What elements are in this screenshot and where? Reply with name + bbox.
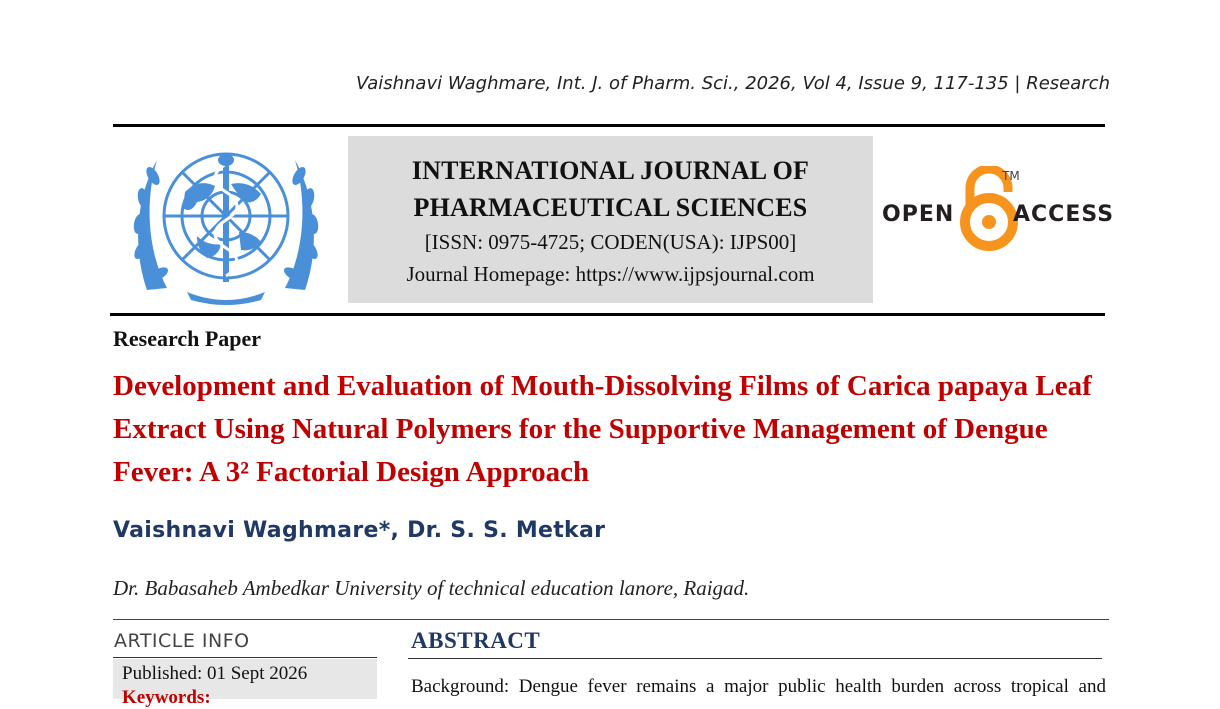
article-info-box	[113, 659, 377, 708]
abstract-rule	[408, 658, 1102, 659]
article-info-rule	[113, 657, 377, 658]
journal-title-line-2: PHARMACEUTICAL SCIENCES	[413, 193, 808, 222]
trademark-mark: TM	[1002, 169, 1020, 183]
author-affiliation: Dr. Babasaheb Ambedkar University of technical education lanore, Raigad.	[113, 576, 750, 600]
abstract-first-line: Background: Dengue fever remains a major public health burden across tropical and	[411, 676, 1106, 697]
section-divider	[113, 619, 1109, 620]
journal-title-line-1: INTERNATIONAL JOURNAL OF	[411, 156, 810, 185]
journal-issn: [ISSN: 0975-4725; CODEN(USA): IJPS00]	[424, 230, 797, 254]
paper-title: Development and Evaluation of Mouth-Dissolving Films of Carica papaya Leaf Extract Using Natural Polymers for the Supportive Management of Dengue Fever: A 3² Factorial Design Approach	[113, 370, 1092, 488]
published-date: Published: 01 Sept 2026	[122, 663, 308, 684]
top-rule	[113, 124, 1105, 127]
journal-emblem-icon	[127, 140, 325, 306]
paper-type-label: Research Paper	[113, 326, 262, 351]
journal-masthead	[348, 136, 873, 303]
keywords-label: Keywords:	[122, 687, 211, 708]
open-access-badge	[880, 166, 1115, 252]
journal-homepage: Journal Homepage: https://www.ijpsjournal.com	[406, 262, 815, 286]
masthead-bottom-rule	[110, 313, 1105, 316]
abstract-heading: ABSTRACT	[411, 628, 541, 653]
open-access-left-word: OPEN	[882, 202, 955, 227]
journal-title	[348, 152, 873, 226]
article-info-heading: ARTICLE INFO	[114, 630, 250, 652]
open-access-right-word: ACCESS	[1013, 202, 1115, 227]
paper-authors: Vaishnavi Waghmare*, Dr. S. S. Metkar	[113, 518, 606, 543]
citation-header: Vaishnavi Waghmare, Int. J. of Pharm. Sci., 2026, Vol 4, Issue 9, 117-135 | Research	[356, 73, 1110, 94]
